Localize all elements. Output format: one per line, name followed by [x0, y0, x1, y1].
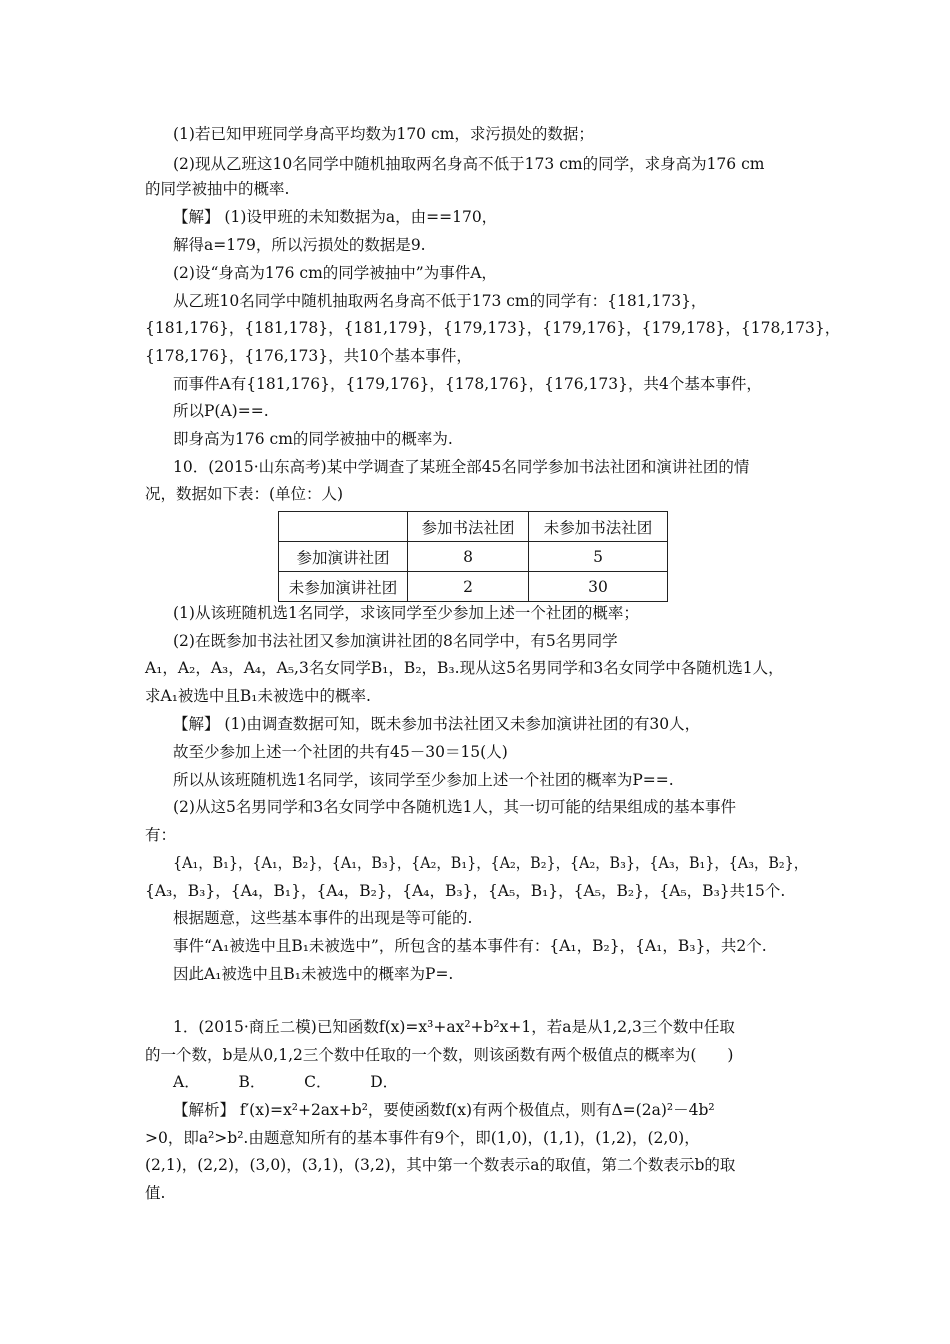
text-line: (2)从这5名男同学和3名女同学中各随机选1人，其一切可能的结果组成的基本事件 [173, 798, 737, 816]
table-cell: 参加演讲社团 [279, 542, 408, 572]
text-line: 解得a=179，所以污损处的数据是9. [173, 236, 426, 254]
text-line: 的同学被抽中的概率. [145, 180, 290, 198]
table-cell: 未参加演讲社团 [279, 572, 408, 602]
text-line: (2)在既参加书法社团又参加演讲社团的8名同学中，有5名男同学 [173, 632, 618, 650]
table-cell [279, 512, 408, 542]
text-line: 1．(2015·商丘二模)已知函数f(x)=x³+ax²+b²x+1，若a是从1,2,3三个数中任取 [173, 1018, 735, 1036]
text-line: 根据题意，这些基本事件的出现是等可能的. [173, 909, 473, 927]
text-line: 事件“A₁被选中且B₁未被选中”，所包含的基本事件有：{A₁，B₂}，{A₁，B₃}，共2个. [173, 937, 767, 955]
table-cell: 未参加书法社团 [529, 512, 668, 542]
text-line: 故至少参加上述一个社团的共有45－30＝15(人) [173, 743, 508, 761]
text-line: 有： [145, 826, 177, 844]
table-header-row [279, 512, 668, 542]
table-cell: 参加书法社团 [408, 512, 529, 542]
text-line: 所以P(A)==. [173, 402, 269, 420]
table-cell: 2 [408, 572, 529, 602]
text-line: (2)设“身高为176 cm的同学被抽中”为事件A， [173, 264, 497, 282]
table-cell: 5 [529, 542, 668, 572]
text-line: 因此A₁被选中且B₁未被选中的概率为P=. [173, 965, 454, 983]
text-line: 所以从该班随机选1名同学，该同学至少参加上述一个社团的概率为P==. [173, 771, 674, 789]
table-cell: 30 [529, 572, 668, 602]
table-row [279, 572, 668, 602]
text-line: 即身高为176 cm的同学被抽中的概率为. [173, 430, 453, 448]
text-line: 况，数据如下表：(单位：人) [145, 485, 344, 503]
text-line: {181,176}，{181,178}，{181,179}，{179,173}，{179,176}，{179,178}，{178,173}， [145, 319, 841, 337]
text-line: (2)现从乙班这10名同学中随机抽取两名身高不低于173 cm的同学，求身高为176 cm [173, 155, 765, 173]
text-line: 的一个数，b是从0,1,2三个数中任取的一个数，则该函数有两个极值点的概率为( ) [145, 1046, 734, 1064]
data-table [278, 511, 668, 602]
text-line: 【解析】 f′(x)=x²+2ax+b²，要使函数f(x)有两个极值点，则有Δ=(2a)²－4b² [173, 1101, 715, 1119]
table-cell: 8 [408, 542, 529, 572]
text-line: 求A₁被选中且B₁未被选中的概率. [145, 687, 371, 705]
text-line: 从乙班10名同学中随机抽取两名身高不低于173 cm的同学有：{181,173}， [173, 292, 707, 310]
text-line: (2,1)，(2,2)，(3,0)，(3,1)，(3,2)，其中第一个数表示a的取值，第二个数表示b的取 [145, 1156, 736, 1174]
text-line: {A₃，B₃}，{A₄，B₁}，{A₄，B₂}，{A₄，B₃}，{A₅，B₁}，{A₅，B₂}，{A₅，B₃}共15个. [145, 882, 786, 900]
text-line: 【解】 (1)设甲班的未知数据为a，由==170， [173, 208, 498, 226]
text-line: >0，即a²>b².由题意知所有的基本事件有9个，即(1,0)，(1,1)，(1,2)，(2,0)， [145, 1129, 700, 1147]
text-line: A． B． C． D． [173, 1073, 399, 1091]
text-line: (1)若已知甲班同学身高平均数为170 cm，求污损处的数据； [173, 125, 594, 143]
text-line: 【解】 (1)由调查数据可知，既未参加书法社团又未参加演讲社团的有30人， [173, 715, 701, 733]
text-line: A₁，A₂，A₃，A₄，A₅,3名女同学B₁，B₂，B₃.现从这5名男同学和3名女同学中各随机选1人， [145, 659, 784, 677]
text-line: 值. [145, 1184, 166, 1202]
table-row [279, 542, 668, 572]
text-line: (1)从该班随机选1名同学，求该同学至少参加上述一个社团的概率； [173, 604, 639, 622]
text-line: {A₁，B₁}，{A₁，B₂}，{A₁，B₃}，{A₂，B₁}，{A₂，B₂}，{A₂，B₃}，{A₃，B₁}，{A₃，B₂}， [173, 854, 809, 872]
text-line: 而事件A有{181,176}，{179,176}，{178,176}，{176,173}，共4个基本事件， [173, 375, 762, 393]
text-line: 10．(2015·山东高考)某中学调查了某班全部45名同学参加书法社团和演讲社团的情 [173, 458, 750, 476]
text-line: {178,176}，{176,173}，共10个基本事件， [145, 347, 472, 365]
